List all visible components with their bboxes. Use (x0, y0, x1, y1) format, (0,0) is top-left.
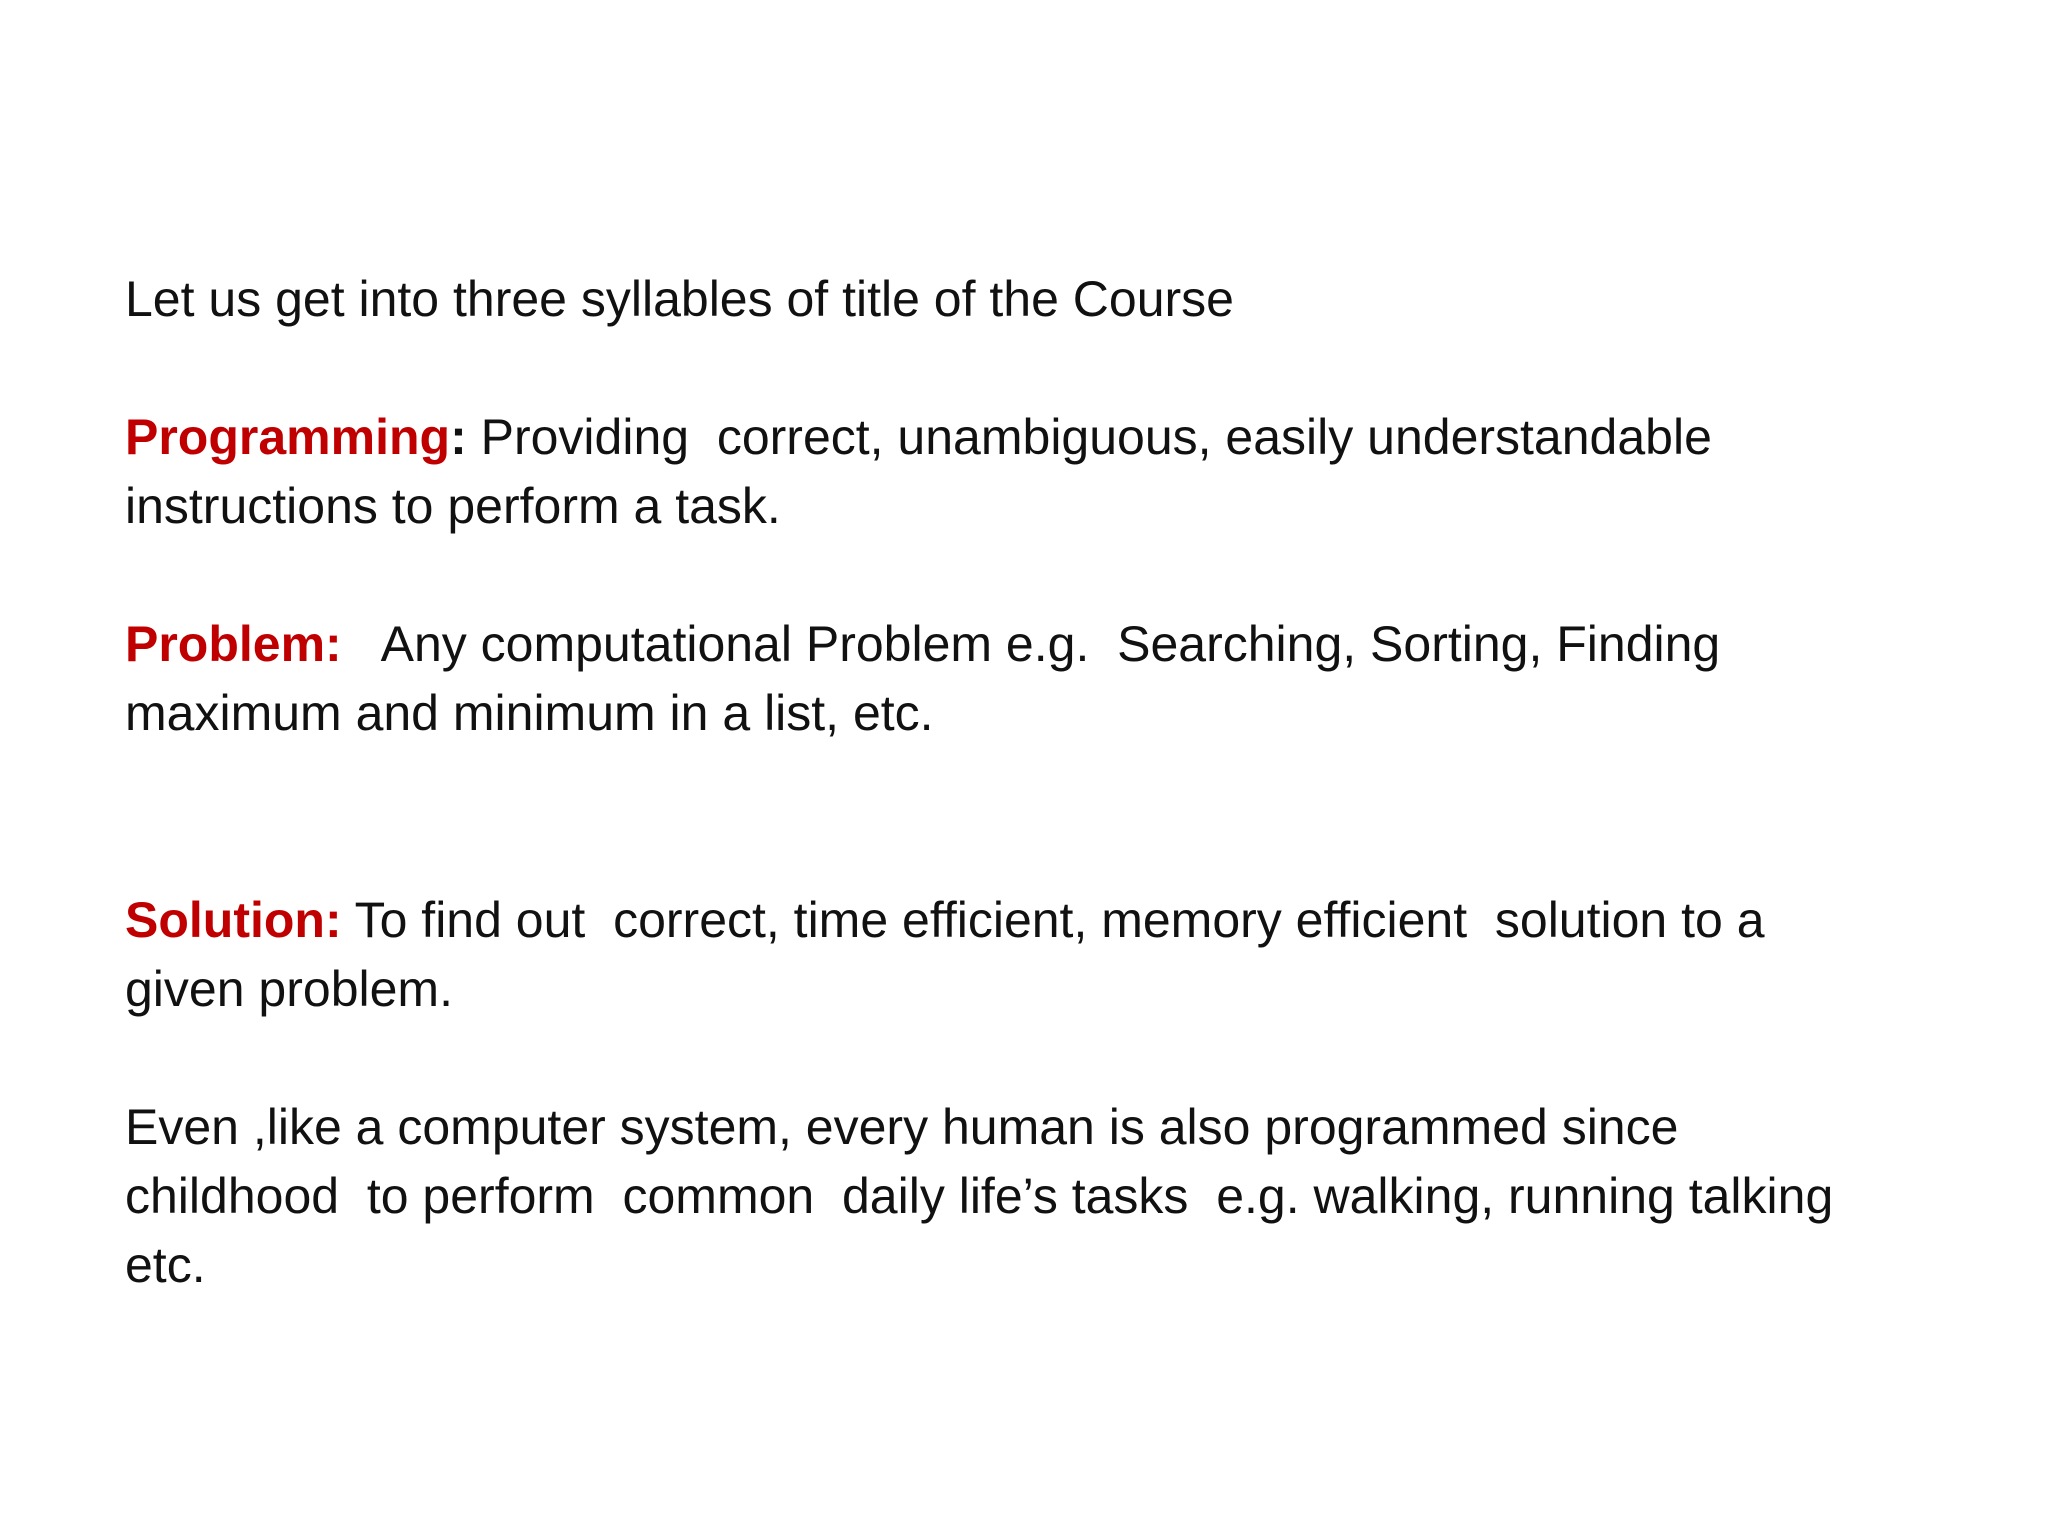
spacer (125, 748, 1965, 886)
spacer (125, 1024, 1965, 1093)
slide-body (125, 265, 1965, 1300)
spacer (125, 541, 1965, 610)
programming-text: Providing correct, unambiguous, easily understandable instructions to perform a task. (125, 409, 1712, 534)
problem-text: Any computational Problem e.g. Searching, Sorting, Finding maximum and minimum in a list, etc. (125, 616, 1721, 741)
problem-term: Problem: (125, 616, 342, 672)
problem-definition (125, 610, 1965, 748)
solution-term: Solution: (125, 892, 342, 948)
programming-definition (125, 403, 1965, 541)
spacer (125, 334, 1965, 403)
programming-term: Programming (125, 409, 451, 465)
closing-text: Even ,like a computer system, every human is also programmed since childhood to perform common daily life’s tasks e.g. walking, running talking etc. (125, 1099, 1834, 1293)
intro-text: Let us get into three syllables of title of the Course (125, 271, 1234, 327)
solution-definition (125, 886, 1965, 1024)
solution-text: To find out correct, time efficient, memory efficient solution to a given problem. (125, 892, 1765, 1017)
programming-colon: : (450, 409, 467, 465)
